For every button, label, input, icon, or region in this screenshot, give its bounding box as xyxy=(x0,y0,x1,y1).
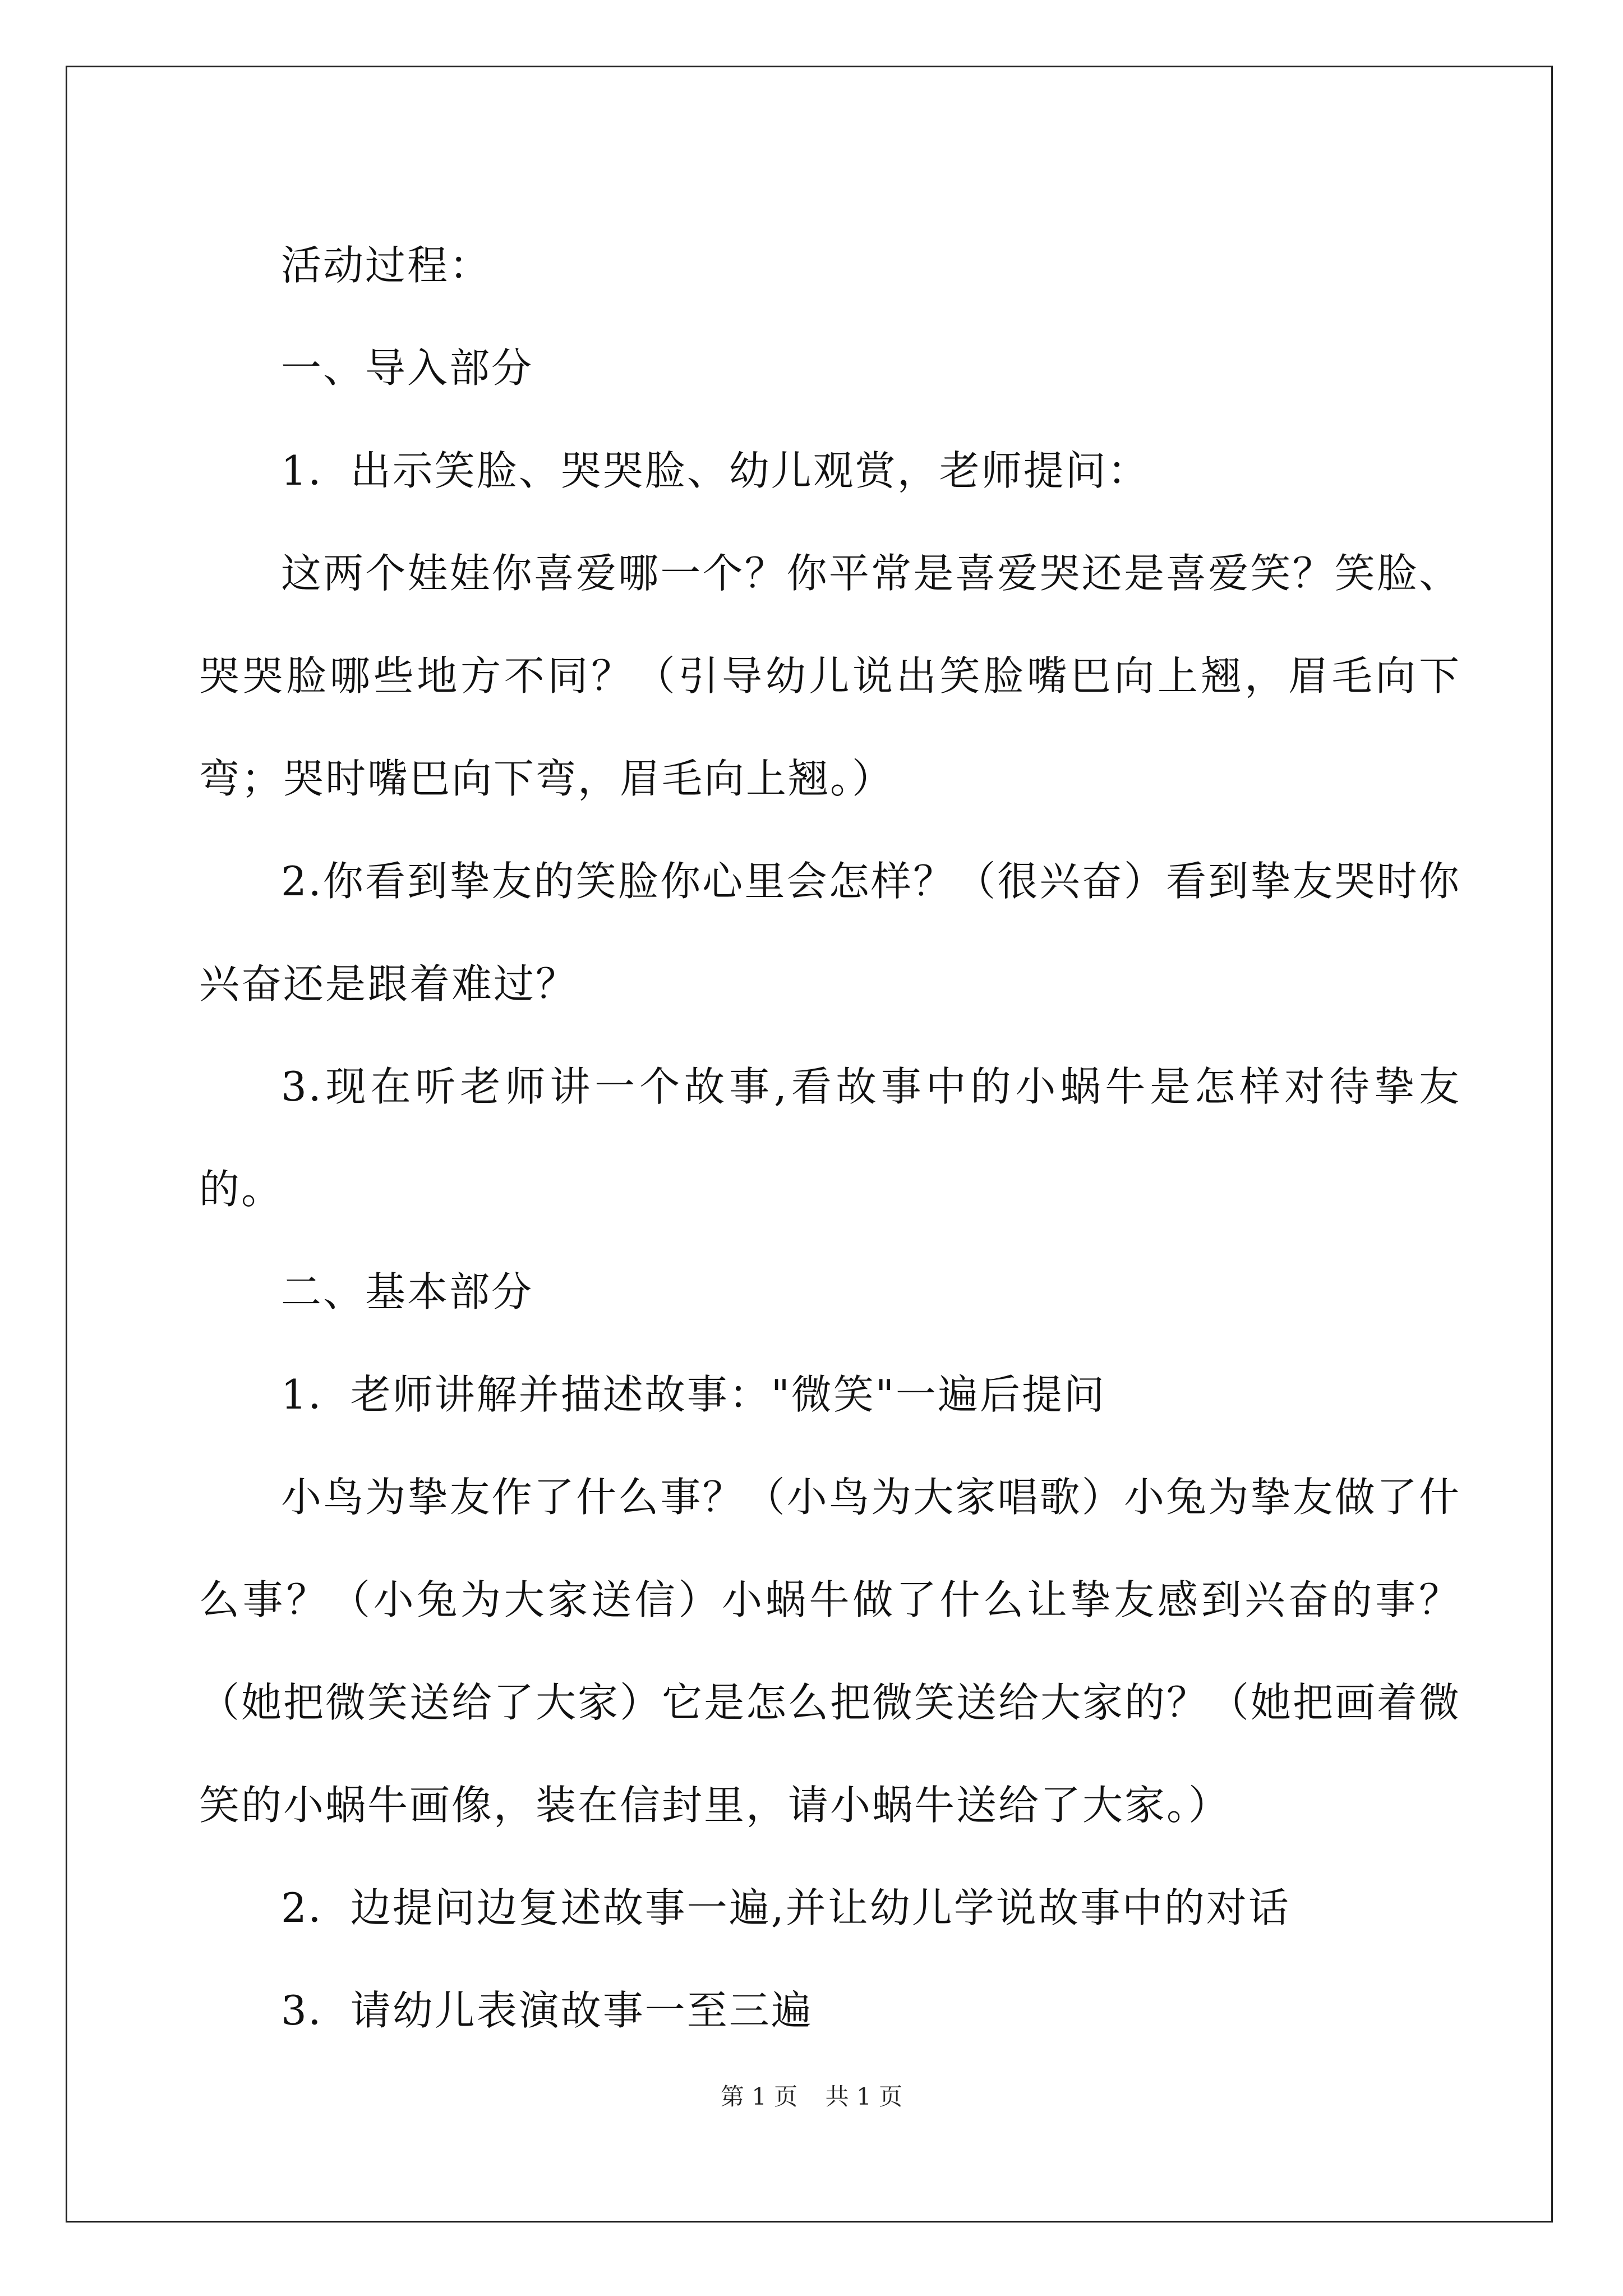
paragraph: 2.你看到挚友的笑脸你心里会怎样？（很兴奋）看到挚友哭时你兴奋还是跟着难过？ xyxy=(199,858,1461,1007)
section-heading-intro: 一、导入部分 xyxy=(281,344,534,392)
section-heading-basic: 二、基本部分 xyxy=(281,1268,534,1315)
paragraph: 3．请幼儿表演故事一至三遍 xyxy=(281,1987,813,2034)
paragraph: 小鸟为挚友作了什么事？（小鸟为大家唱歌）小兔为挚友做了什么事？（小兔为大家送信）小蜗牛做了什么让挚友感到兴奋的事？（她把微笑送给了大家）它是怎么把微笑送给大家的？（她把画着微笑的小蜗牛画像，装在信封里，请小蜗牛送给了大家。） xyxy=(199,1474,1461,1829)
paragraph: 2．边提问边复述故事一遍,并让幼儿学说故事中的对话 xyxy=(281,1884,1290,1931)
page-number: 第 1 页 xyxy=(720,2083,798,2110)
paragraph: 3.现在听老师讲一个故事,看故事中的小蜗牛是怎样对待挚友的。 xyxy=(199,1063,1461,1213)
paragraph: 1．出示笑脸、哭哭脸、幼儿观赏，老师提问： xyxy=(281,447,1150,494)
page-total: 共 1 页 xyxy=(825,2083,903,2110)
heading-activity-process: 活动过程： xyxy=(281,242,492,289)
paragraph: 这两个娃娃你喜爱哪一个？你平常是喜爱哭还是喜爱笑？笑脸、哭哭脸哪些地方不同？（引导幼儿说出笑脸嘴巴向上翘，眉毛向下弯；哭时嘴巴向下弯，眉毛向上翘。） xyxy=(199,550,1461,802)
document-body xyxy=(199,214,1461,2062)
paragraph: 1．老师讲解并描述故事："微笑"一遍后提问 xyxy=(281,1371,1106,1418)
page-footer xyxy=(0,2078,1623,2112)
